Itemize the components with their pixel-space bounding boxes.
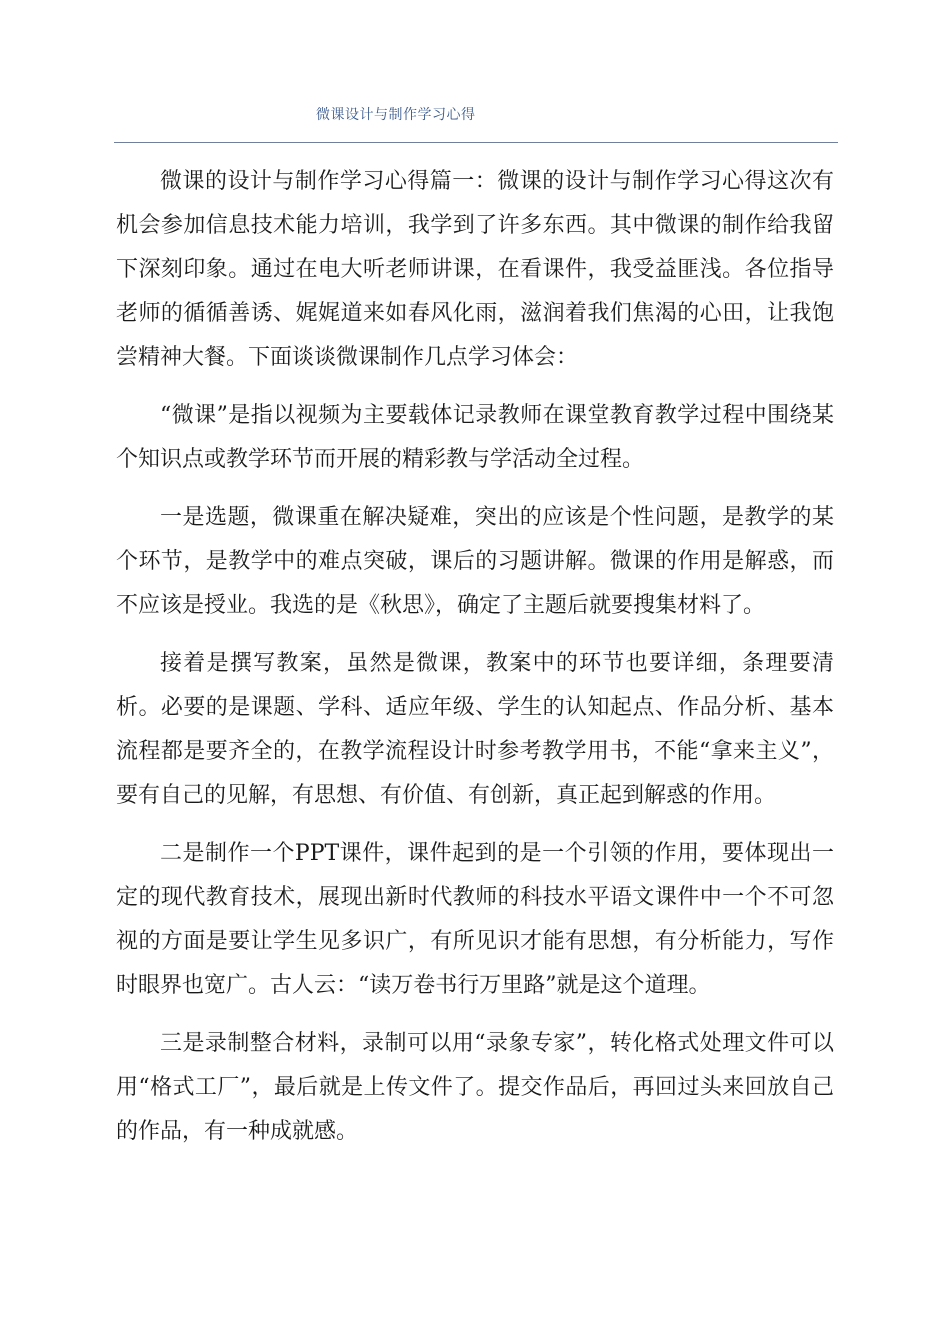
paragraph-3: 一是选题，微课重在解决疑难，突出的应该是个性问题，是教学的某个环节，是教学中的难点突破，课后的习题讲解。微课的作用是解惑，而不应该是授业。我选的是《秋思》，确定了主题后就要搜集材料了。 (116, 505, 834, 618)
paragraph-5: 二是制作一个PPT课件，课件起到的是一个引领的作用，要体现出一定的现代教育技术，展现出新时代教师的科技水平语文课件中一个不可忽视的方面是要让学生见多识广，有所见识才能有思想，有分析能力，写作时眼界也宽广。古人云：“读万卷书行万里路”就是这个道理。 (116, 841, 834, 998)
page-header-title: 微课设计与制作学习心得 (316, 107, 476, 123)
paragraph-6: 三是录制整合材料，录制可以用“录象专家”，转化格式处理文件可以用“格式工厂”，最后就是上传文件了。提交作品后，再回过头来回放自己的作品，有一种成就感。 (116, 1031, 834, 1144)
header-divider (114, 142, 838, 143)
paragraph-1: 微课的设计与制作学习心得篇一：微课的设计与制作学习心得这次有机会参加信息技术能力培训，我学到了许多东西。其中微课的制作给我留下深刻印象。通过在电大听老师讲课，在看课件，我受益匪浅。各位指导老师的循循善诱、娓娓道来如春风化雨，滋润着我们焦渴的心田，让我饱尝精神大餐。下面谈谈微课制作几点学习体会： (116, 169, 834, 370)
paragraph-4: 接着是撰写教案，虽然是微课，教案中的环节也要详细，条理要清析。必要的是课题、学科、适应年级、学生的认知起点、作品分析、基本流程都是要齐全的，在教学流程设计时参考教学用书，不能“拿来主义”，要有自己的见解，有思想、有价值、有创新，真正起到解惑的作用。 (116, 651, 834, 808)
paragraph-2: “微课”是指以视频为主要载体记录教师在课堂教育教学过程中围绕某个知识点或教学环节而开展的精彩教与学活动全过程。 (116, 403, 834, 472)
document-body (116, 160, 834, 1168)
